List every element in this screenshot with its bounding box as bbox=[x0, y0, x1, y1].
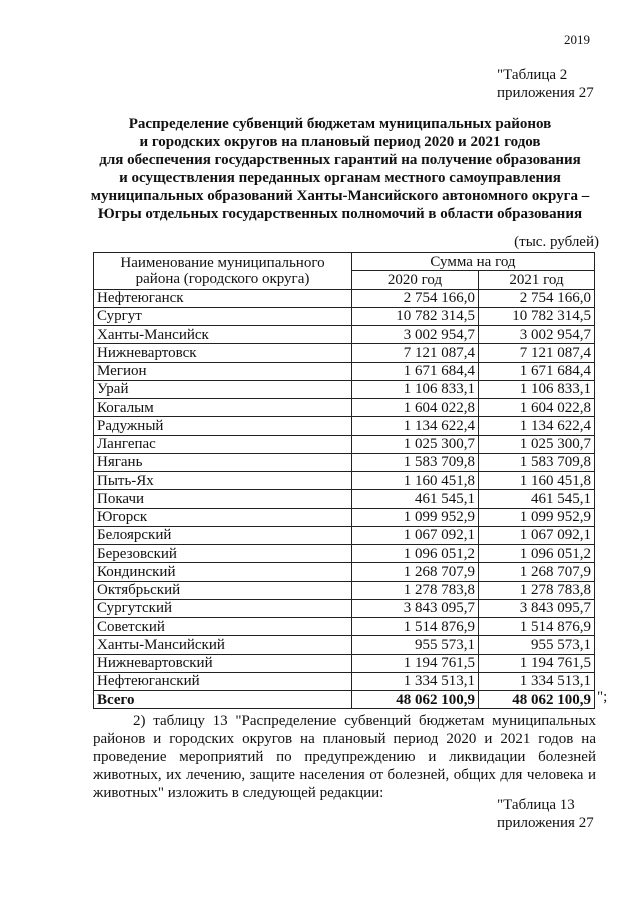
header-name-cell bbox=[94, 253, 352, 290]
amount-2021-cell: 10 782 314,5 bbox=[479, 307, 595, 325]
table-row bbox=[94, 508, 595, 526]
district-name-cell: Ханты-Мансийский bbox=[94, 636, 352, 654]
table-reference-line: "Таблица 13 bbox=[497, 797, 575, 813]
district-name-cell: Нефтеюганский bbox=[94, 672, 352, 690]
amount-2020-cell: 1 334 513,1 bbox=[352, 672, 479, 690]
amount-2020-cell: 1 278 783,8 bbox=[352, 581, 479, 599]
amount-2021-cell: 3 843 095,7 bbox=[479, 599, 595, 617]
amount-2020-cell: 1 268 707,9 bbox=[352, 563, 479, 581]
table-reference-bottom bbox=[497, 796, 617, 832]
amount-2020-cell: 1 067 092,1 bbox=[352, 526, 479, 544]
amount-2020-cell: 1 194 761,5 bbox=[352, 654, 479, 672]
amount-2020-cell: 10 782 314,5 bbox=[352, 307, 479, 325]
district-name-cell: Октябрьский bbox=[94, 581, 352, 599]
amount-2021-cell: 955 573,1 bbox=[479, 636, 595, 654]
amount-2021-cell: 1 194 761,5 bbox=[479, 654, 595, 672]
title-line: Распределение субвенций бюджетам муниципальных районов bbox=[128, 116, 552, 132]
table-reference-line: приложения 27 bbox=[497, 85, 594, 101]
table-row bbox=[94, 672, 595, 690]
header-name-line: Наименование муниципального bbox=[120, 254, 325, 271]
district-name-cell: Всего bbox=[94, 691, 352, 709]
amount-2020-cell: 3 002 954,7 bbox=[352, 326, 479, 344]
table-row bbox=[94, 417, 595, 435]
amount-2020-cell: 1 106 833,1 bbox=[352, 380, 479, 398]
page-number: 2019 bbox=[564, 32, 590, 47]
amount-2020-cell: 2 754 166,0 bbox=[352, 289, 479, 307]
amount-2020-cell: 955 573,1 bbox=[352, 636, 479, 654]
amount-2021-cell: 1 106 833,1 bbox=[479, 380, 595, 398]
table-reference-line: приложения 27 bbox=[497, 815, 594, 831]
amount-2020-cell: 1 671 684,4 bbox=[352, 362, 479, 380]
amount-2021-cell: 3 002 954,7 bbox=[479, 326, 595, 344]
district-name-cell: Покачи bbox=[94, 490, 352, 508]
amount-2020-cell: 461 545,1 bbox=[352, 490, 479, 508]
district-name-cell: Югорск bbox=[94, 508, 352, 526]
header-2020-cell: 2020 год bbox=[352, 271, 479, 289]
amount-2021-cell: 1 134 622,4 bbox=[479, 417, 595, 435]
district-name-cell: Мегион bbox=[94, 362, 352, 380]
district-name-cell: Нижневартовск bbox=[94, 344, 352, 362]
amendment-paragraph: 2) таблицу 13 "Распределение субвенций бюджетам муниципальных районов и городских округов на плановый период 2020 и 2021 годов на проведение мероприятий по предупреждению и ликвидации болезней животных, их лечению, защите населения от болезней, общих для человека и животных" изложить в следующей редакции: bbox=[93, 713, 596, 801]
unit-label: (тыс. рублей) bbox=[514, 234, 599, 250]
table-reference-line: "Таблица 2 bbox=[497, 67, 568, 83]
amount-2021-cell: 1 099 952,9 bbox=[479, 508, 595, 526]
amount-2020-cell: 48 062 100,9 bbox=[352, 691, 479, 709]
table-row bbox=[94, 599, 595, 617]
amount-2021-cell: 1 604 022,8 bbox=[479, 399, 595, 417]
amount-2021-cell: 48 062 100,9 bbox=[479, 691, 595, 709]
document-title bbox=[70, 115, 610, 223]
amount-2020-cell: 1 514 876,9 bbox=[352, 618, 479, 636]
amount-2021-cell: 7 121 087,4 bbox=[479, 344, 595, 362]
district-name-cell: Урай bbox=[94, 380, 352, 398]
table-reference-top bbox=[497, 66, 617, 102]
table-row bbox=[94, 545, 595, 563]
district-name-cell: Лангепас bbox=[94, 435, 352, 453]
district-name-cell: Белоярский bbox=[94, 526, 352, 544]
amount-2021-cell: 1 334 513,1 bbox=[479, 672, 595, 690]
district-name-cell: Сургутский bbox=[94, 599, 352, 617]
amount-2021-cell: 1 514 876,9 bbox=[479, 618, 595, 636]
subvention-table bbox=[93, 252, 595, 709]
district-name-cell: Кондинский bbox=[94, 563, 352, 581]
amount-2020-cell: 1 604 022,8 bbox=[352, 399, 479, 417]
amount-2021-cell: 1 278 783,8 bbox=[479, 581, 595, 599]
table-row bbox=[94, 563, 595, 581]
amount-2020-cell: 1 025 300,7 bbox=[352, 435, 479, 453]
amount-2021-cell: 2 754 166,0 bbox=[479, 289, 595, 307]
table-row bbox=[94, 380, 595, 398]
amount-2021-cell: 461 545,1 bbox=[479, 490, 595, 508]
title-line: и осуществления переданных органам местного самоуправления bbox=[119, 170, 561, 186]
amount-2020-cell: 1 160 451,8 bbox=[352, 472, 479, 490]
table-row bbox=[94, 344, 595, 362]
closing-quote-mark: "; bbox=[597, 689, 608, 705]
table-row bbox=[94, 326, 595, 344]
table-row bbox=[94, 581, 595, 599]
title-line: и городских округов на плановый период 2020 и 2021 годов bbox=[139, 134, 541, 150]
district-name-cell: Березовский bbox=[94, 545, 352, 563]
table-row bbox=[94, 636, 595, 654]
title-line: для обеспечения государственных гарантий на получение образования bbox=[99, 152, 581, 168]
header-sum-cell: Сумма на год bbox=[352, 253, 595, 271]
amount-2020-cell: 1 134 622,4 bbox=[352, 417, 479, 435]
table-row bbox=[94, 362, 595, 380]
district-name-cell: Нефтеюганск bbox=[94, 289, 352, 307]
amount-2021-cell: 1 025 300,7 bbox=[479, 435, 595, 453]
district-name-cell: Нягань bbox=[94, 453, 352, 471]
table-row bbox=[94, 472, 595, 490]
district-name-cell: Когалым bbox=[94, 399, 352, 417]
amount-2021-cell: 1 160 451,8 bbox=[479, 472, 595, 490]
amount-2021-cell: 1 067 092,1 bbox=[479, 526, 595, 544]
header-name-line: района (городского округа) bbox=[135, 270, 310, 287]
table-row bbox=[94, 526, 595, 544]
amount-2021-cell: 1 583 709,8 bbox=[479, 453, 595, 471]
table-total-row bbox=[94, 691, 595, 709]
district-name-cell: Пыть-Ях bbox=[94, 472, 352, 490]
district-name-cell: Советский bbox=[94, 618, 352, 636]
amount-2020-cell: 1 583 709,8 bbox=[352, 453, 479, 471]
table-row bbox=[94, 618, 595, 636]
table-row bbox=[94, 654, 595, 672]
title-line: муниципальных образований Ханты-Мансийского автономного округа – bbox=[90, 188, 590, 204]
amount-2021-cell: 1 671 684,4 bbox=[479, 362, 595, 380]
district-name-cell: Сургут bbox=[94, 307, 352, 325]
table-row bbox=[94, 399, 595, 417]
table-header-row bbox=[94, 253, 595, 271]
table-row bbox=[94, 490, 595, 508]
district-name-cell: Радужный bbox=[94, 417, 352, 435]
table-row bbox=[94, 435, 595, 453]
title-line: Югры отдельных государственных полномочий в области образования bbox=[97, 206, 583, 222]
table-row bbox=[94, 453, 595, 471]
amount-2021-cell: 1 268 707,9 bbox=[479, 563, 595, 581]
header-2021-cell: 2021 год bbox=[479, 271, 595, 289]
table-row bbox=[94, 307, 595, 325]
amount-2020-cell: 1 099 952,9 bbox=[352, 508, 479, 526]
district-name-cell: Ханты-Мансийск bbox=[94, 326, 352, 344]
amount-2021-cell: 1 096 051,2 bbox=[479, 545, 595, 563]
district-name-cell: Нижневартовский bbox=[94, 654, 352, 672]
amount-2020-cell: 1 096 051,2 bbox=[352, 545, 479, 563]
amount-2020-cell: 7 121 087,4 bbox=[352, 344, 479, 362]
amount-2020-cell: 3 843 095,7 bbox=[352, 599, 479, 617]
table-row bbox=[94, 289, 595, 307]
